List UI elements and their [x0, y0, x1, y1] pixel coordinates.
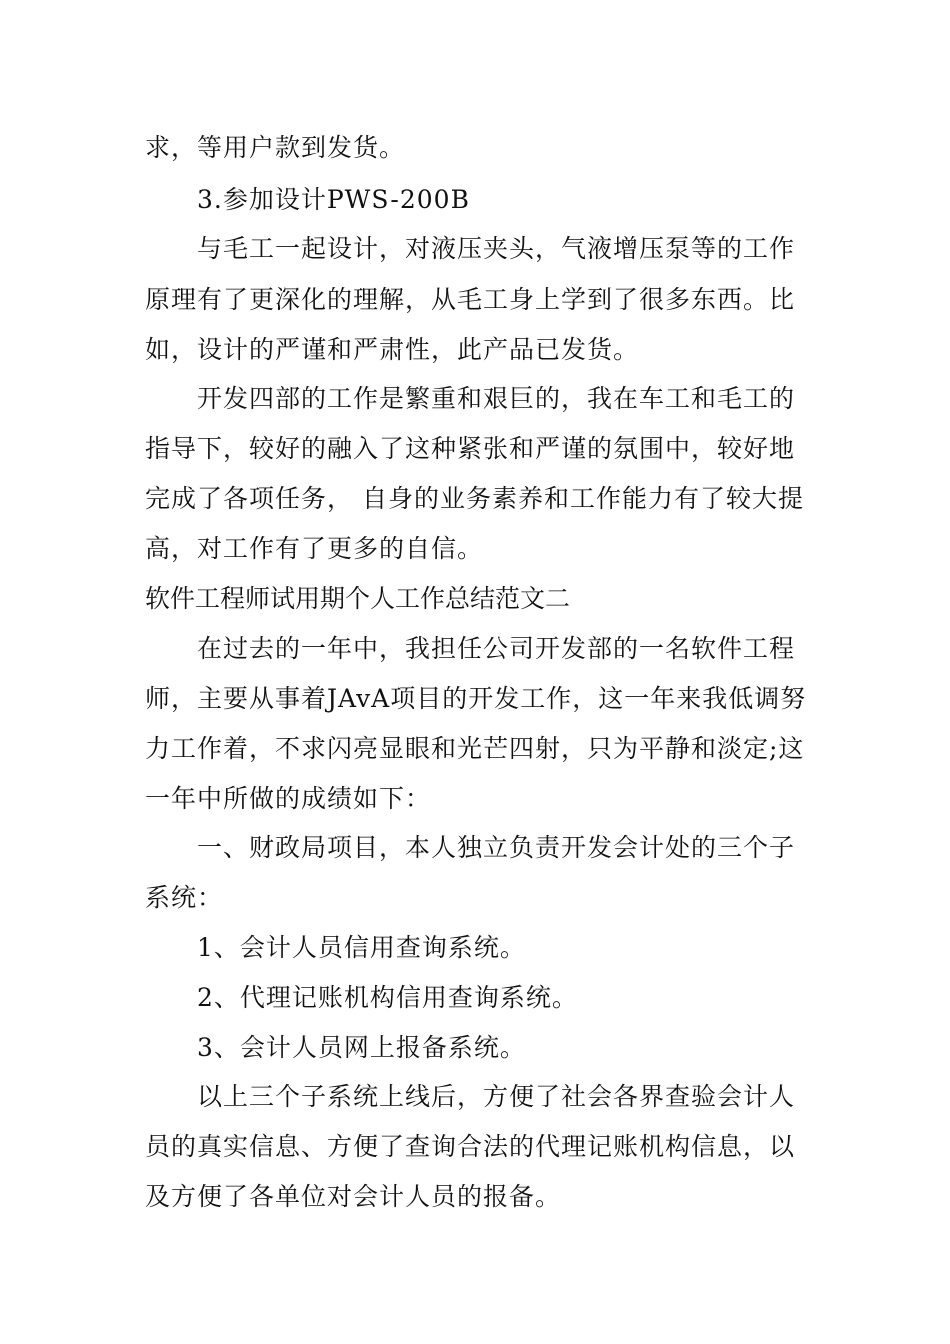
text-line: 以上三个子系统上线后，方便了社会各界查验会计人 [197, 1082, 796, 1111]
text-line: 一年中所做的成绩如下： [145, 784, 432, 813]
text-line: 原理有了更深化的理解，从毛工身上学到了很多东西。比 [145, 285, 796, 314]
text-line: 员的真实信息、方便了查询合法的代理记账机构信息，以 [145, 1132, 796, 1161]
text-line: 3.参加设计PWS-200B [197, 185, 470, 214]
text-line: 系统： [145, 883, 224, 912]
text-line: 高，对工作有了更多的自信。 [145, 534, 484, 563]
text-line: 及方便了各单位对会计人员的报备。 [145, 1182, 562, 1211]
list-item: 3、会计人员网上报备系统。 [197, 1033, 526, 1062]
text-line: 完成了各项任务， 自身的业务素养和工作能力有了较大提 [145, 484, 804, 513]
text-line: 与毛工一起设计，对液压夹头，气液增压泵等的工作 [197, 234, 796, 263]
list-item: 1、会计人员信用查询系统。 [197, 933, 526, 962]
text-line: 求，等用户款到发货。 [145, 133, 406, 162]
text-line: 一、财政局项目，本人独立负责开发会计处的三个子 [197, 833, 796, 862]
section-heading: 软件工程师试用期个人工作总结范文二 [145, 584, 571, 613]
list-item: 2、代理记账机构信用查询系统。 [197, 983, 578, 1012]
text-line: 指导下，较好的融入了这种紧张和严谨的氛围中，较好地 [145, 434, 796, 463]
text-line: 力工作着，不求闪亮显眼和光芒四射，只为平静和淡定;这 [145, 734, 805, 763]
text-line: 开发四部的工作是繁重和艰巨的，我在车工和毛工的 [197, 384, 796, 413]
text-line: 在过去的一年中，我担任公司开发部的一名软件工程 [197, 634, 796, 663]
text-line: 如，设计的严谨和严肃性，此产品已发货。 [145, 335, 640, 364]
text-line: 师，主要从事着JAvA项目的开发工作，这一年来我低调努 [145, 684, 807, 713]
